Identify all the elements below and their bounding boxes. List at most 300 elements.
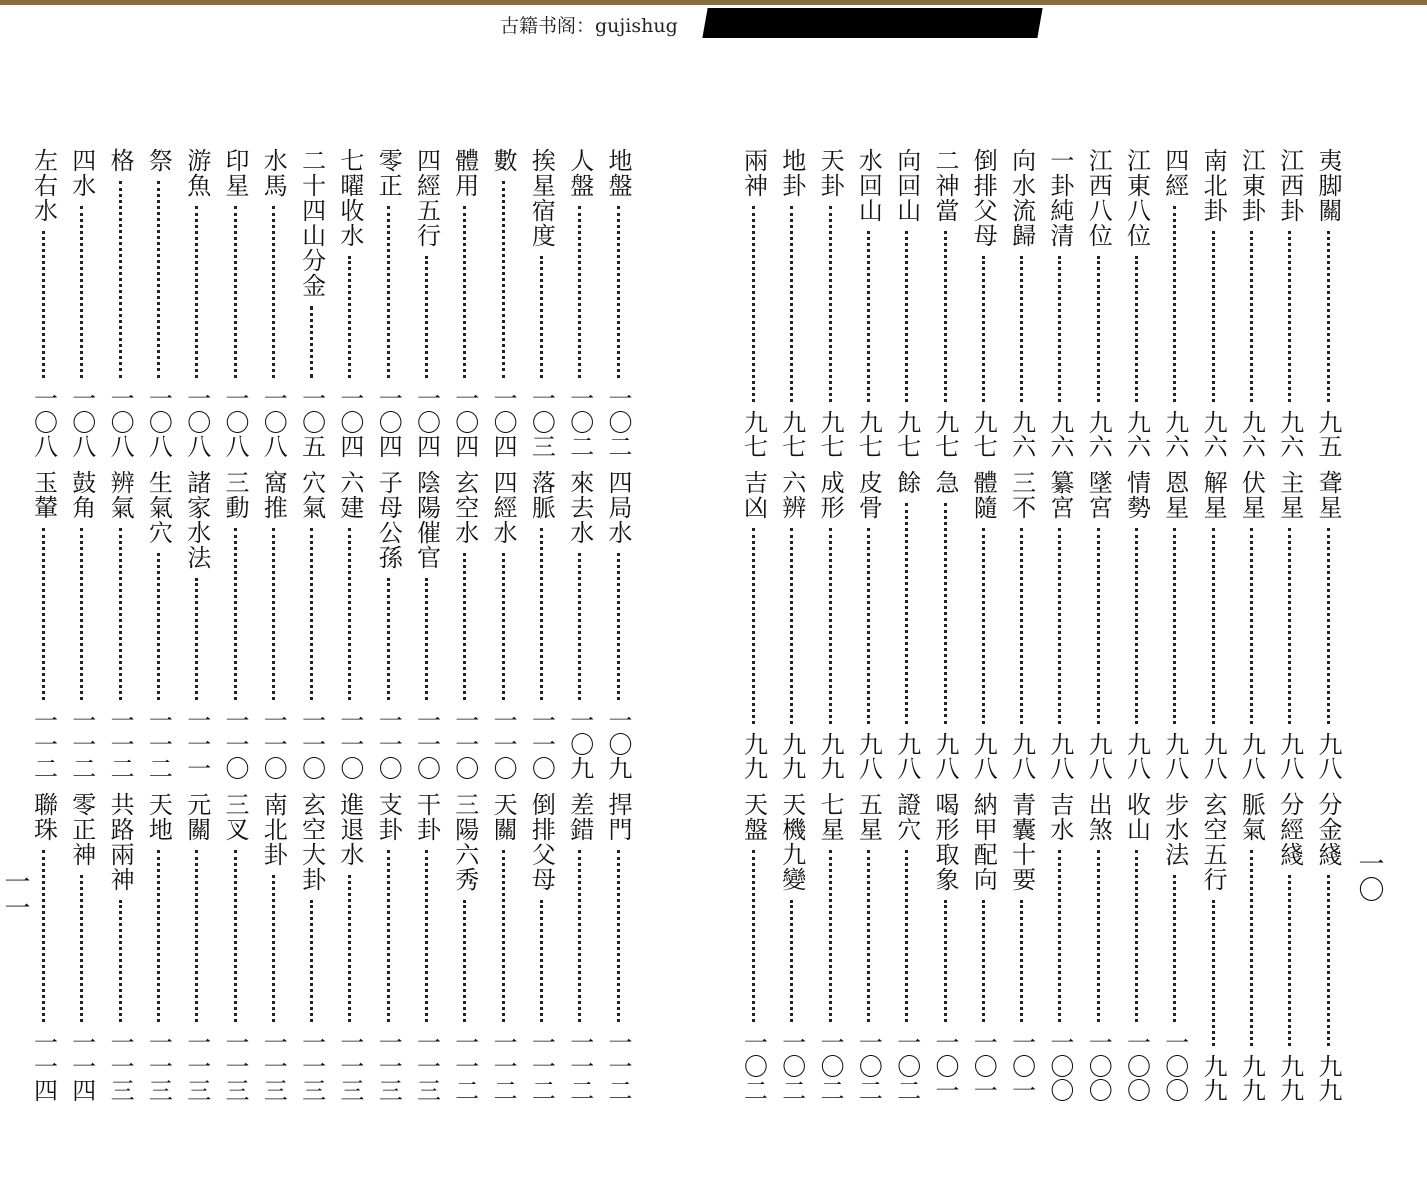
toc-entry [255, 470, 291, 780]
toc-entry-page: 一一〇 [450, 708, 479, 780]
toc-entry-page: 一一〇 [221, 708, 249, 780]
toc-entry-page: 一〇一 [931, 1030, 959, 1102]
toc-entry-title: 七曜收水 [335, 148, 364, 248]
toc-entry [1119, 470, 1155, 780]
right-page-number: 一〇 [1354, 850, 1384, 902]
toc-leader-dots [617, 850, 620, 1022]
toc-entry-title: 南北卦 [259, 792, 288, 867]
toc-entry-title: 支卦 [374, 792, 403, 842]
toc-entry-page: 九七 [739, 410, 768, 458]
toc-entry-page: 九七 [854, 410, 883, 458]
toc-entry-page: 九七 [892, 410, 921, 458]
toc-entry [294, 470, 330, 780]
toc-entry-title: 天機九變 [777, 792, 806, 892]
toc-entry-page: 一一二 [489, 1030, 518, 1102]
toc-leader-dots [157, 553, 160, 700]
toc-entry [1080, 148, 1116, 458]
toc-leader-dots [234, 850, 237, 1022]
toc-entry [965, 470, 1001, 780]
toc-entry [1310, 792, 1346, 1102]
toc-entry-title: 吉凶 [739, 470, 768, 520]
toc-entry-title: 成形 [816, 470, 845, 520]
toc-entry-page: 一一三 [412, 1030, 441, 1102]
toc-entry-title: 七星 [816, 792, 845, 842]
toc-entry-title: 玄空大卦 [297, 792, 326, 892]
toc-entry-page: 一〇四 [335, 386, 364, 458]
toc-entry-page: 一〇一 [1007, 1030, 1036, 1102]
toc-entry [889, 470, 925, 780]
toc-entry [523, 792, 559, 1102]
toc-leader-dots [195, 206, 198, 378]
toc-leader-dots [1327, 231, 1330, 402]
toc-entry-page: 九九 [1275, 1054, 1304, 1102]
toc-leader-dots [1097, 256, 1100, 402]
toc-entry [447, 792, 483, 1102]
toc-entry [294, 792, 330, 1102]
toc-entry-page: 九八 [892, 732, 921, 780]
toc-entry [736, 792, 772, 1102]
toc-entry-page: 一〇八 [144, 386, 173, 458]
toc-entry-page: 一〇八 [182, 386, 211, 458]
toc-entry-title: 四經水 [489, 470, 518, 545]
left-page-number: 一一 [0, 868, 30, 920]
toc-entry-title: 出煞 [1084, 792, 1113, 842]
toc-entry-page: 一一三 [182, 1030, 211, 1102]
toc-entry [1157, 148, 1193, 458]
toc-leader-dots [272, 206, 275, 378]
toc-entry-title: 穴氣 [297, 470, 326, 520]
toc-entry-page: 一〇一 [969, 1030, 998, 1102]
toc-leader-dots [578, 553, 581, 700]
toc-entry-page: 九八 [969, 732, 998, 780]
toc-entry-title: 主星 [1275, 470, 1304, 520]
toc-entry-page: 一一〇 [489, 708, 518, 780]
toc-entry-page: 一〇〇 [1045, 1030, 1074, 1102]
toc-entry [217, 470, 253, 780]
toc-leader-dots [157, 850, 160, 1022]
toc-entry [1080, 470, 1116, 780]
toc-entry [812, 792, 848, 1102]
toc-entry [332, 470, 368, 780]
toc-entry-title: 解星 [1199, 470, 1228, 520]
toc-entry [485, 792, 521, 1102]
toc-leader-dots [502, 850, 505, 1022]
toc-leader-dots [1020, 900, 1023, 1022]
toc-leader-dots [790, 206, 793, 402]
toc-entry [217, 792, 253, 1102]
toc-entry-title: 鼓角 [67, 470, 96, 520]
toc-entry-title: 體用 [450, 148, 479, 198]
toc-entry-title: 分經綫 [1275, 792, 1304, 867]
toc-entry-title: 陰陽催官 [412, 470, 441, 570]
toc-entry-page: 一一三 [297, 1030, 326, 1102]
toc-entry-page: 九八 [1122, 732, 1151, 780]
toc-entry [26, 470, 62, 780]
toc-entry [64, 470, 100, 780]
toc-leader-dots [905, 231, 908, 402]
toc-entry-title: 四水 [67, 148, 96, 198]
toc-entry-title: 體隨 [969, 470, 998, 520]
toc-entry [1310, 470, 1346, 780]
toc-entry-title: 皮骨 [854, 470, 883, 520]
toc-leader-dots [119, 528, 122, 700]
toc-entry-page: 一一〇 [335, 708, 364, 780]
toc-entry-title: 進退水 [335, 792, 364, 867]
toc-leader-dots [867, 850, 870, 1022]
toc-entry-title: 共路兩神 [106, 792, 135, 892]
toc-leader-dots [42, 850, 45, 1022]
toc-entry-title: 夷脚關 [1314, 148, 1342, 223]
toc-entry [370, 148, 406, 458]
toc-entry-page: 一〇二 [565, 386, 594, 458]
toc-entry [850, 470, 886, 780]
toc-entry-page: 九八 [1045, 732, 1074, 780]
toc-entry-page: 九六 [1045, 410, 1074, 458]
toc-entry-title: 江東卦 [1237, 148, 1266, 223]
toc-entry-title: 印星 [221, 148, 249, 198]
toc-entry [1310, 148, 1346, 458]
toc-leader-dots [829, 528, 832, 724]
toc-entry-page: 九七 [777, 410, 806, 458]
toc-entry-page: 一一〇 [374, 708, 403, 780]
toc-leader-dots [829, 206, 832, 402]
toc-entry-title: 急 [931, 470, 959, 495]
toc-leader-dots [1058, 256, 1061, 402]
toc-entry-page: 九八 [854, 732, 883, 780]
toc-entry-page: 九五 [1314, 410, 1342, 458]
toc-leader-dots [829, 850, 832, 1022]
toc-leader-dots [1173, 206, 1176, 402]
toc-leader-dots [42, 528, 45, 700]
toc-leader-dots [1250, 850, 1253, 1046]
toc-entry-title: 元關 [182, 792, 211, 842]
toc-entry-page: 九九 [1199, 1054, 1228, 1102]
toc-entry-page: 一〇四 [489, 386, 518, 458]
toc-leader-dots [272, 528, 275, 700]
toc-entry [64, 792, 100, 1102]
toc-entry-page: 一〇四 [450, 386, 479, 458]
toc-leader-dots [1058, 850, 1061, 1022]
toc-entry [485, 470, 521, 780]
toc-entry-page: 一〇九 [604, 708, 632, 780]
toc-entry-title: 倒排父母 [527, 792, 556, 892]
toc-entry-title: 干卦 [412, 792, 441, 842]
toc-entry-title: 窩推 [259, 470, 288, 520]
toc-entry [850, 148, 886, 458]
toc-leader-dots [1288, 875, 1291, 1046]
toc-leader-dots [1212, 900, 1215, 1046]
toc-leader-dots [867, 231, 870, 402]
toc-entry-title: 三不 [1007, 470, 1036, 520]
toc-leader-dots [234, 206, 237, 378]
toc-entry-title: 祭 [144, 148, 173, 173]
toc-entry-page: 一〇八 [29, 386, 58, 458]
toc-leader-dots [80, 206, 83, 378]
toc-entry-title: 三陽六秀 [450, 792, 479, 892]
toc-entry-title: 二十四山分金 [297, 148, 326, 298]
toc-leader-dots [905, 850, 908, 1022]
toc-entry-page: 一一〇 [297, 708, 326, 780]
toc-entry-page: 一〇〇 [1160, 1030, 1189, 1102]
toc-entry-title: 左右水 [29, 148, 58, 223]
toc-entry [812, 470, 848, 780]
toc-entry-page: 一〇二 [854, 1030, 883, 1102]
toc-leader-dots [617, 553, 620, 700]
toc-entry [370, 470, 406, 780]
toc-entry-title: 零正神 [67, 792, 96, 867]
toc-entry-title: 落脈 [527, 470, 556, 520]
toc-entry [332, 792, 368, 1102]
toc-entry [562, 792, 598, 1102]
toc-leader-dots [1327, 875, 1330, 1046]
toc-entry [447, 148, 483, 458]
toc-entry-title: 餘 [892, 470, 921, 495]
toc-entry-title: 江西卦 [1275, 148, 1304, 223]
toc-entry-title: 五星 [854, 792, 883, 842]
toc-entry-title: 零正 [374, 148, 403, 198]
toc-leader-dots [944, 503, 947, 724]
toc-leader-dots [195, 578, 198, 700]
toc-entry-page: 一一二 [67, 708, 96, 780]
toc-entry-page: 九六 [1237, 410, 1266, 458]
toc-entry [140, 470, 176, 780]
toc-entry-page: 九八 [1084, 732, 1113, 780]
toc-entry [1272, 792, 1308, 1102]
toc-entry [927, 148, 963, 458]
toc-leader-dots [982, 900, 985, 1022]
toc-entry-page: 九八 [931, 732, 959, 780]
toc-entry-title: 六建 [335, 470, 364, 520]
toc-entry [1004, 148, 1040, 458]
toc-entry-title: 墜宮 [1084, 470, 1113, 520]
toc-entry-page: 九六 [1122, 410, 1151, 458]
toc-leader-dots [1173, 875, 1176, 1022]
toc-leader-dots [752, 206, 755, 402]
toc-leader-dots [463, 206, 466, 378]
toc-entry-page: 一一〇 [527, 708, 556, 780]
toc-entry-page: 九八 [1237, 732, 1266, 780]
toc-entry-title: 數 [489, 148, 518, 173]
toc-entry-page: 一一二 [604, 1030, 632, 1102]
toc-entry-page: 九六 [1199, 410, 1228, 458]
toc-entry-page: 一一二 [527, 1030, 556, 1102]
toc-entry-page: 九八 [1199, 732, 1228, 780]
toc-entry [64, 148, 100, 458]
toc-entry-title: 玄空五行 [1199, 792, 1228, 892]
toc-entry [1233, 470, 1269, 780]
toc-entry [1080, 792, 1116, 1102]
toc-entry [774, 148, 810, 458]
toc-entry [409, 148, 445, 458]
toc-entry [1157, 470, 1193, 780]
toc-entry-title: 子母公孫 [374, 470, 403, 570]
toc-leader-dots [790, 900, 793, 1022]
toc-entry-title: 喝形取象 [931, 792, 959, 892]
toc-entry-title: 向水流歸 [1007, 148, 1036, 248]
toc-entry [562, 148, 598, 458]
toc-leader-dots [119, 181, 122, 378]
toc-entry-title: 格 [106, 148, 135, 173]
toc-entry [1195, 470, 1231, 780]
toc-leader-dots [982, 528, 985, 724]
toc-entry-page: 一一二 [106, 708, 135, 780]
toc-entry-page: 一一〇 [259, 708, 288, 780]
toc-leader-dots [80, 528, 83, 700]
toc-entry-title: 六辨 [777, 470, 806, 520]
toc-leader-dots [1058, 528, 1061, 724]
toc-leader-dots [425, 578, 428, 700]
toc-leader-dots [578, 206, 581, 378]
toc-entry-page: 一一三 [335, 1030, 364, 1102]
toc-entry-title: 四局水 [604, 470, 632, 545]
toc-entry [600, 148, 636, 458]
toc-leader-dots [944, 900, 947, 1022]
toc-entry [1272, 470, 1308, 780]
toc-entry [523, 470, 559, 780]
toc-entry [447, 470, 483, 780]
toc-entry-page: 九八 [1275, 732, 1304, 780]
toc-entry-title: 情勢 [1122, 470, 1151, 520]
toc-leader-dots [387, 578, 390, 700]
toc-leader-dots [310, 900, 313, 1022]
toc-entry-title: 恩星 [1160, 470, 1189, 520]
toc-leader-dots [1288, 231, 1291, 402]
toc-entry-title: 挨星宿度 [527, 148, 556, 248]
toc-entry [102, 792, 138, 1102]
toc-entry-page: 一〇二 [739, 1030, 768, 1102]
toc-leader-dots [867, 528, 870, 724]
toc-entry [1042, 148, 1078, 458]
toc-leader-dots [1135, 528, 1138, 724]
toc-entry-title: 四經 [1160, 148, 1189, 198]
toc-entry-page: 一一二 [144, 708, 173, 780]
toc-entry [1004, 470, 1040, 780]
toc-leader-dots [1020, 256, 1023, 402]
toc-entry [1157, 792, 1193, 1102]
toc-entry [140, 792, 176, 1102]
toc-entry-page: 九九 [777, 732, 806, 780]
toc-entry-page: 一〇二 [892, 1030, 921, 1102]
toc-entry-title: 人盤 [565, 148, 594, 198]
toc-entry-page: 一一二 [450, 1030, 479, 1102]
toc-entry-title: 諸家水法 [182, 470, 211, 570]
toc-entry-page: 一一四 [67, 1030, 96, 1102]
toc-entry-title: 四經五行 [412, 148, 441, 248]
toc-entry [179, 792, 215, 1102]
toc-entry-page: 九六 [1084, 410, 1113, 458]
toc-leader-dots [272, 875, 275, 1022]
toc-entry-page: 一一一 [182, 708, 211, 780]
toc-entry-title: 脈氣 [1237, 792, 1266, 842]
toc-entry-page: 一〇二 [816, 1030, 845, 1102]
toc-leader-dots [1250, 528, 1253, 724]
toc-entry-page: 九六 [1275, 410, 1304, 458]
toc-leader-dots [425, 256, 428, 378]
toc-leader-dots [617, 206, 620, 378]
toc-entry-title: 天卦 [816, 148, 845, 198]
toc-entry-title: 分金綫 [1314, 792, 1342, 867]
toc-leader-dots [1097, 850, 1100, 1022]
toc-entry-title: 聋星 [1314, 470, 1342, 520]
toc-entry-title: 伏星 [1237, 470, 1266, 520]
toc-entry-title: 辨氣 [106, 470, 135, 520]
toc-entry-title: 江西八位 [1084, 148, 1113, 248]
toc-leader-dots [348, 256, 351, 378]
toc-leader-dots [119, 900, 122, 1022]
toc-entry [600, 470, 636, 780]
toc-leader-dots [348, 875, 351, 1022]
toc-entry-page: 一一二 [29, 708, 58, 780]
toc-entry [1233, 148, 1269, 458]
toc-entry-title: 差錯 [565, 792, 594, 842]
toc-entry [1042, 470, 1078, 780]
toc-leader-dots [540, 528, 543, 700]
toc-entry [255, 148, 291, 458]
toc-leader-dots [387, 850, 390, 1022]
toc-entry [965, 792, 1001, 1102]
toc-leader-dots [540, 900, 543, 1022]
toc-entry-title: 向回山 [892, 148, 921, 223]
toc-entry-title: 收山 [1122, 792, 1151, 842]
toc-entry [889, 792, 925, 1102]
toc-entry-page: 一〇四 [412, 386, 441, 458]
toc-entry-title: 一卦純清 [1045, 148, 1074, 248]
toc-entry-title: 吉水 [1045, 792, 1074, 842]
toc-entry-page: 一〇〇 [1084, 1030, 1113, 1102]
toc-entry-page: 九八 [1160, 732, 1189, 780]
toc-entry-page: 一〇八 [67, 386, 96, 458]
toc-entry-page: 九九 [816, 732, 845, 780]
toc-entry-page: 九六 [1007, 410, 1036, 458]
toc-entry-page: 九七 [816, 410, 845, 458]
toc-entry-title: 玄空水 [450, 470, 479, 545]
toc-entry-page: 一一三 [259, 1030, 288, 1102]
toc-leader-dots [425, 850, 428, 1022]
toc-leader-dots [502, 181, 505, 378]
toc-entry [179, 470, 215, 780]
toc-entry-page: 一〇八 [259, 386, 288, 458]
toc-entry [485, 148, 521, 458]
toc-entry-title: 來去水 [565, 470, 594, 545]
header-watermark: 古籍书阁：gujishug [500, 15, 678, 37]
toc-leader-dots [1288, 528, 1291, 724]
toc-leader-dots [944, 231, 947, 402]
toc-entry [26, 148, 62, 458]
toc-leader-dots [387, 206, 390, 378]
toc-entry-title: 步水法 [1160, 792, 1189, 867]
toc-entry-page: 九九 [1237, 1054, 1266, 1102]
toc-entry-title: 天關 [489, 792, 518, 842]
toc-entry-title: 三動 [221, 470, 249, 520]
toc-leader-dots [540, 256, 543, 378]
toc-entry [1272, 148, 1308, 458]
toc-entry [562, 470, 598, 780]
toc-entry [889, 148, 925, 458]
toc-leader-dots [982, 256, 985, 402]
toc-entry-title: 纂宮 [1045, 470, 1074, 520]
toc-leader-dots [157, 181, 160, 378]
toc-entry [774, 792, 810, 1102]
toc-leader-dots [578, 850, 581, 1022]
toc-entry-title: 地盤 [604, 148, 632, 198]
toc-entry-page: 一〇三 [527, 386, 556, 458]
toc-entry-page: 九八 [1314, 732, 1342, 780]
toc-entry-title: 三叉 [221, 792, 249, 842]
toc-leader-dots [790, 528, 793, 724]
toc-entry-page: 一〇〇 [1122, 1030, 1151, 1102]
toc-entry-title: 捍門 [604, 792, 632, 842]
toc-leader-dots [1135, 850, 1138, 1022]
